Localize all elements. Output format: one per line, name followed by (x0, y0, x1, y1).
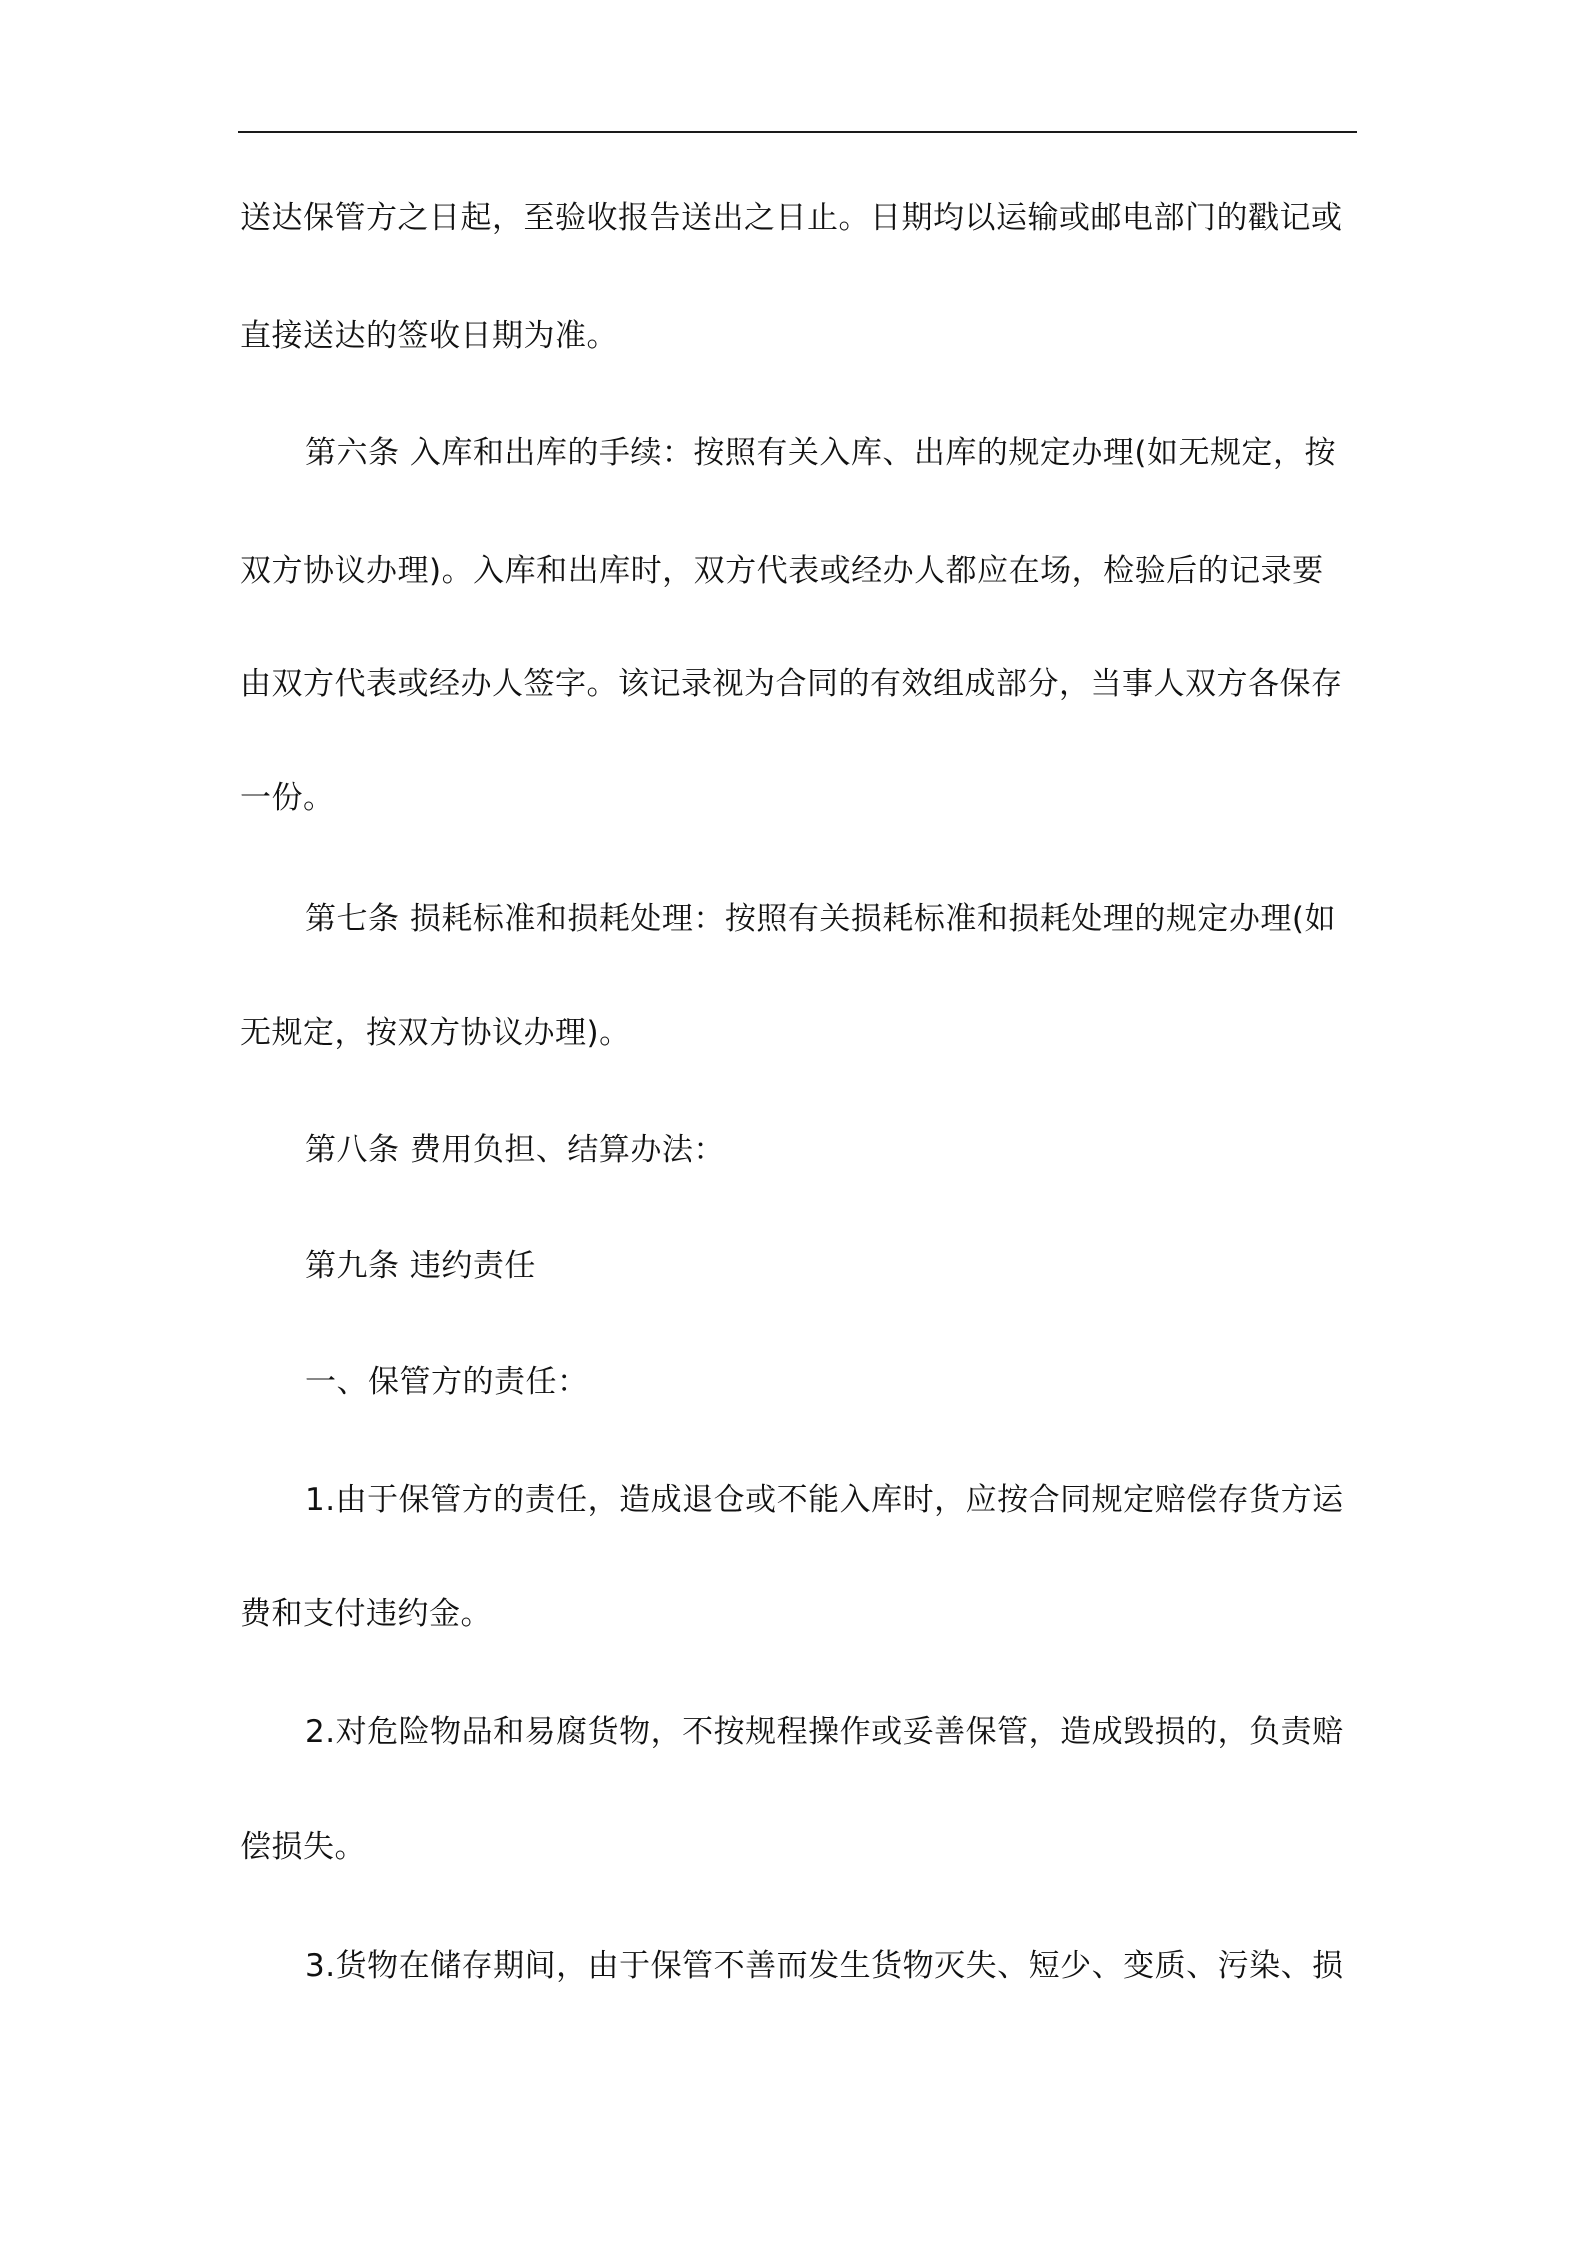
text-line: 送达保管方之日起，至验收报告送出之日止。日期均以运输或邮电部门的戳记或 (240, 200, 1343, 236)
text-line: 双方协议办理)。入库和出库时，双方代表或经办人都应在场，检验后的记录要 (240, 553, 1324, 589)
text-line: 由双方代表或经办人签字。该记录视为合同的有效组成部分，当事人双方各保存 (240, 666, 1343, 702)
text-line: 直接送达的签收日期为准。 (240, 318, 618, 354)
header-rule (238, 131, 1357, 133)
text-line: 无规定，按双方协议办理)。 (240, 1015, 631, 1051)
article-6-line: 第六条 入库和出库的手续：按照有关入库、出库的规定办理(如无规定，按 (305, 435, 1336, 471)
clause-2-line: 2.对危险物品和易腐货物，不按规程操作或妥善保管，造成毁损的，负责赔 (305, 1714, 1344, 1750)
text-line: 一份。 (240, 780, 335, 816)
text-line: 费和支付违约金。 (240, 1596, 492, 1632)
section-heading: 一、保管方的责任： (305, 1364, 589, 1400)
clause-3-line: 3.货物在储存期间，由于保管不善而发生货物灭失、短少、变质、污染、损 (305, 1948, 1344, 1984)
text-line: 偿损失。 (240, 1829, 366, 1865)
clause-1-line: 1.由于保管方的责任，造成退仓或不能入库时，应按合同规定赔偿存货方运 (305, 1482, 1344, 1518)
article-8-line: 第八条 费用负担、结算办法： (305, 1132, 725, 1168)
article-7-line: 第七条 损耗标准和损耗处理：按照有关损耗标准和损耗处理的规定办理(如 (305, 901, 1336, 937)
article-9-line: 第九条 违约责任 (305, 1248, 536, 1284)
